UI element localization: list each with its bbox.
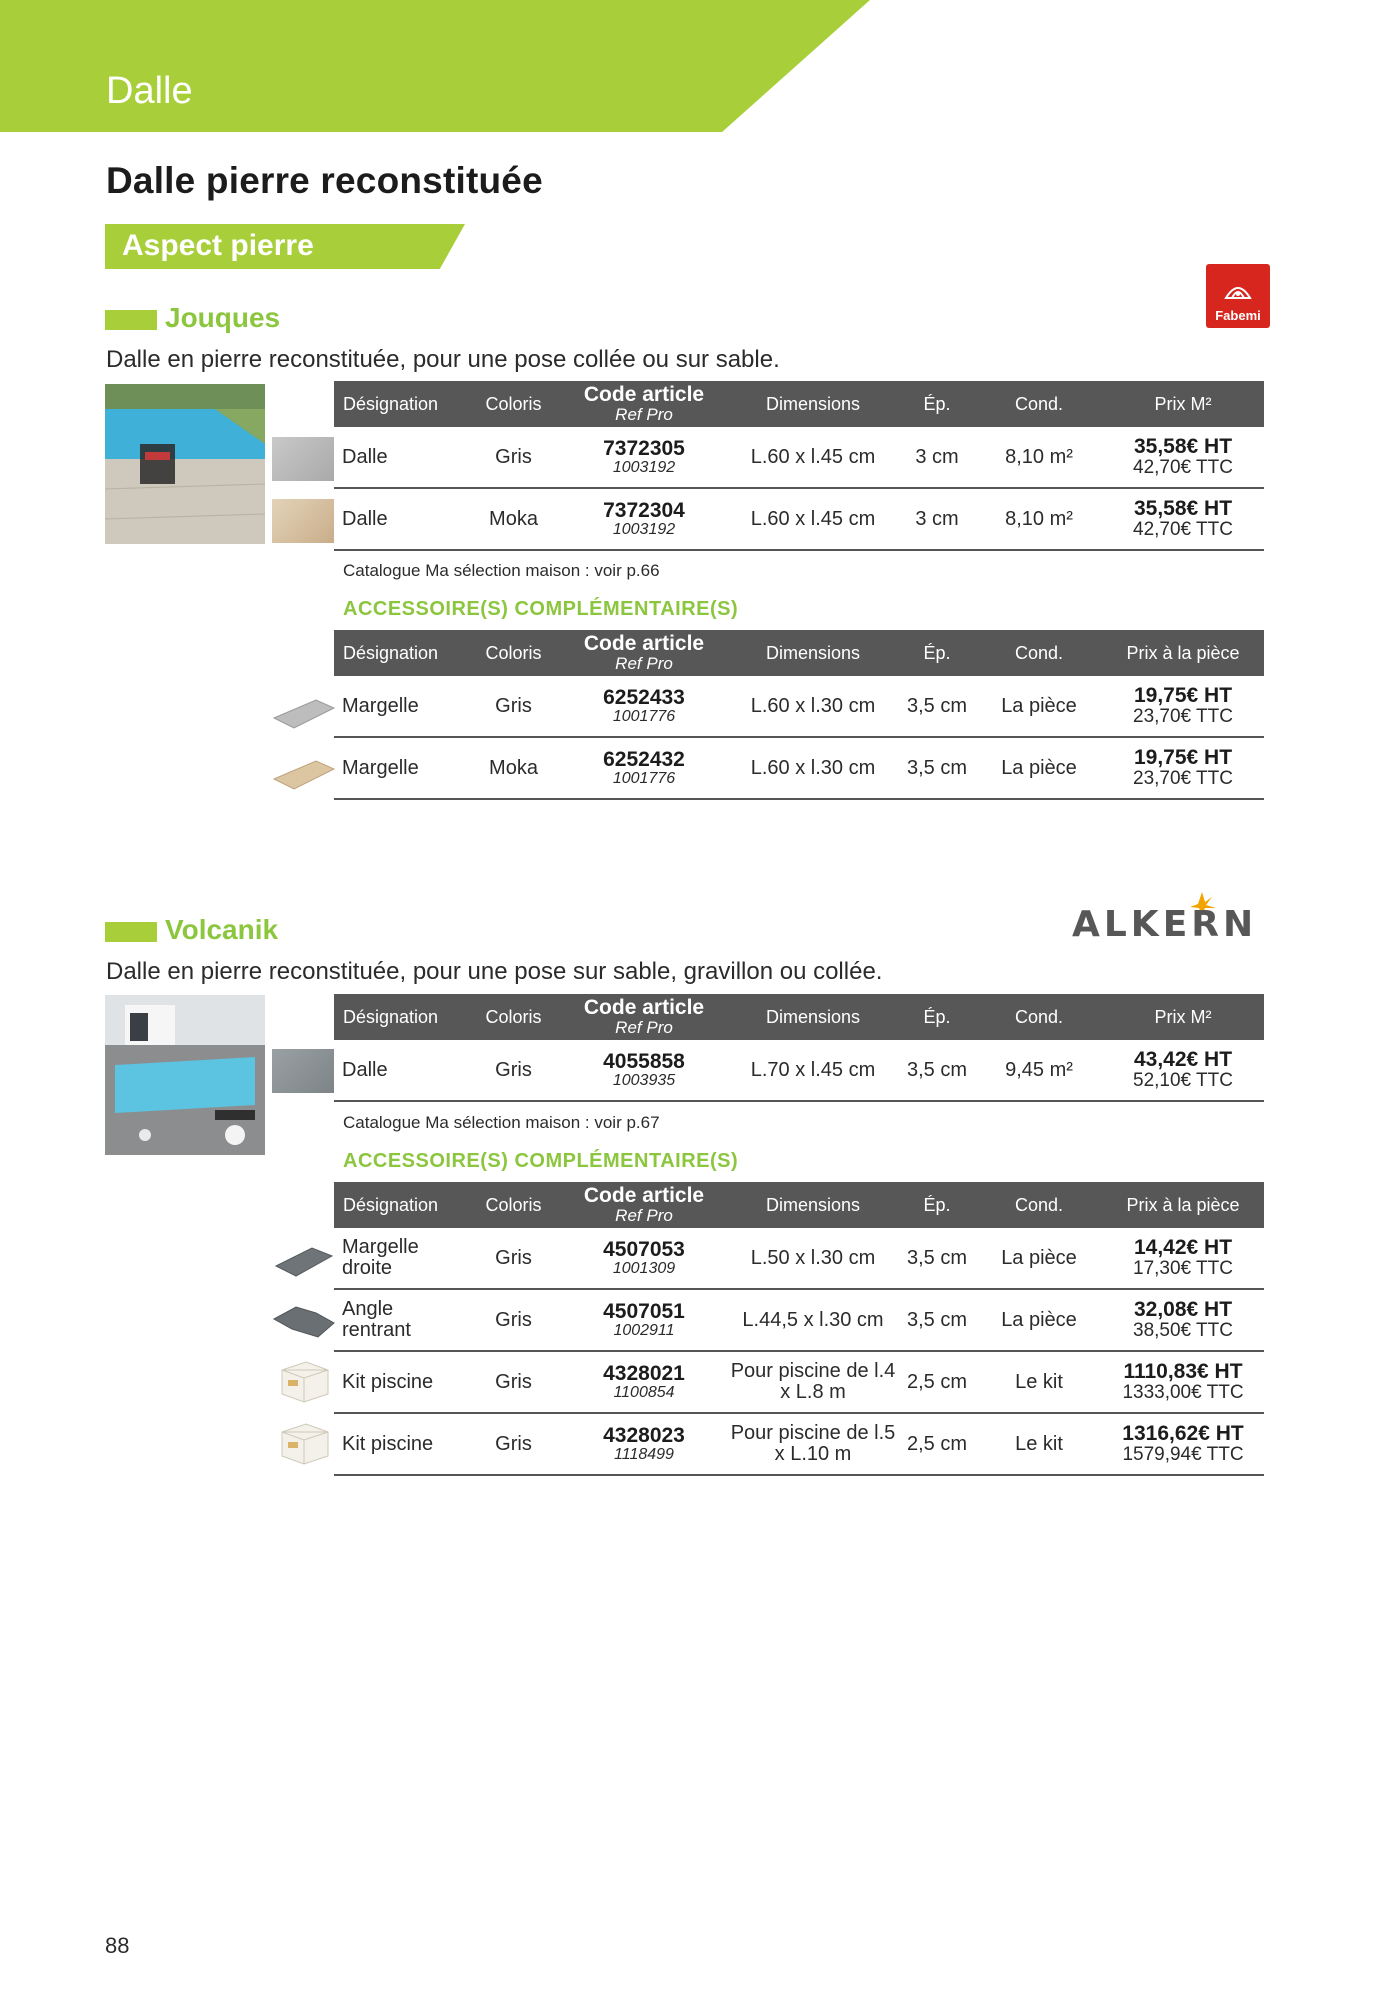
col-ep: Ép. <box>898 1182 976 1228</box>
code-article: 4055858 <box>603 1049 685 1073</box>
code-article: 7372305 <box>603 436 685 460</box>
cell-ep: 2,5 cm <box>898 1413 976 1475</box>
col-cond: Cond. <box>976 381 1102 427</box>
table-row <box>334 737 1264 799</box>
cell-code <box>560 488 728 550</box>
col-prix: Prix à la pièce <box>1102 1182 1264 1228</box>
cell-ep: 3,5 cm <box>898 676 976 737</box>
cell-cond: La pièce <box>976 1228 1102 1289</box>
product-name-volcanik: Volcanik <box>165 914 279 945</box>
cell-cond: 8,10 m² <box>976 427 1102 488</box>
cell-ep: 3,5 cm <box>898 1228 976 1289</box>
page-number: 88 <box>105 1933 130 1958</box>
col-code-label: Code article <box>583 383 705 407</box>
table-header <box>334 630 1264 676</box>
price-ht: 35,58€ HT <box>1133 435 1233 458</box>
cell-coloris: Moka <box>467 488 560 550</box>
ref-pro: 1003192 <box>612 520 676 538</box>
ref-pro: 1003935 <box>612 1071 676 1089</box>
product-marker <box>105 310 157 330</box>
col-dimensions: Dimensions <box>728 630 898 676</box>
table-row <box>334 427 1264 488</box>
cell-cond: Le kit <box>976 1413 1102 1475</box>
table-row <box>334 1351 1264 1413</box>
swatch-gris <box>272 1049 334 1093</box>
fabemi-logo-text: Fabemi <box>1215 308 1261 323</box>
col-ep: Ép. <box>898 381 976 427</box>
price-ht: 43,42€ HT <box>1133 1048 1233 1071</box>
cell-ep: 3 cm <box>898 427 976 488</box>
cell-cond: 9,45 m² <box>976 1040 1102 1101</box>
cell-prix <box>1102 1413 1264 1475</box>
code-article: 4507051 <box>603 1299 685 1323</box>
col-ref-label: Ref Pro <box>615 1206 673 1226</box>
ref-pro: 1003192 <box>612 458 676 476</box>
col-ref-label: Ref Pro <box>615 405 673 425</box>
cell-code <box>560 1351 728 1413</box>
col-prix: Prix à la pièce <box>1102 630 1264 676</box>
col-ref-label: Ref Pro <box>615 654 673 674</box>
cell-ep: 2,5 cm <box>898 1351 976 1413</box>
ref-pro: 1002911 <box>613 1321 675 1339</box>
cell-dimensions: L.60 x l.30 cm <box>728 737 898 799</box>
page-title: Dalle pierre reconstituée <box>106 160 543 201</box>
product-name-jouques: Jouques <box>165 302 281 333</box>
price-ttc: 23,70€ TTC <box>1133 706 1233 728</box>
price-ht: 32,08€ HT <box>1133 1298 1233 1321</box>
accessories-title-jouques: ACCESSOIRE(S) COMPLÉMENTAIRE(S) <box>343 598 739 620</box>
product-description-jouques: Dalle en pierre reconstituée, pour une pose collée ou sur sable. <box>106 346 780 373</box>
cell-coloris: Gris <box>467 676 560 737</box>
col-designation: Désignation <box>334 630 467 676</box>
table-row <box>334 676 1264 737</box>
code-article: 4328021 <box>603 1361 685 1385</box>
cell-ep: 3 cm <box>898 488 976 550</box>
table-header <box>334 1182 1264 1228</box>
table-row <box>334 1289 1264 1351</box>
col-code-label: Code article <box>583 632 705 656</box>
cell-code <box>560 427 728 488</box>
swatch-margelle-gris <box>272 692 336 732</box>
code-article: 4328023 <box>603 1423 685 1447</box>
table-row <box>334 1228 1264 1289</box>
ref-pro: 1001309 <box>612 1259 676 1277</box>
section-title: Dalle <box>106 70 193 112</box>
price-ttc: 38,50€ TTC <box>1133 1320 1233 1342</box>
cell-coloris: Moka <box>467 737 560 799</box>
cell-code <box>560 1289 728 1351</box>
alkern-logo-text: ALKERN <box>1072 904 1258 945</box>
code-article: 6252432 <box>603 747 685 771</box>
kit-box-icon <box>276 1418 332 1466</box>
col-designation: Désignation <box>334 994 467 1040</box>
col-code <box>560 630 728 676</box>
cell-coloris: Gris <box>467 427 560 488</box>
price-ttc: 42,70€ TTC <box>1133 457 1233 479</box>
col-dimensions: Dimensions <box>728 1182 898 1228</box>
price-ttc: 23,70€ TTC <box>1133 768 1233 790</box>
cell-designation: Kit piscine <box>334 1351 467 1413</box>
cell-prix <box>1102 1040 1264 1101</box>
cell-prix <box>1102 737 1264 799</box>
swatch-moka <box>272 499 334 543</box>
cell-designation: Dalle <box>334 1040 467 1101</box>
product-table-volcanik <box>334 994 1264 1102</box>
cell-cond: Le kit <box>976 1351 1102 1413</box>
cell-prix <box>1102 427 1264 488</box>
price-ht: 14,42€ HT <box>1133 1236 1233 1259</box>
cell-prix <box>1102 1289 1264 1351</box>
cell-dimensions: L.60 x l.30 cm <box>728 676 898 737</box>
cell-code <box>560 1228 728 1289</box>
ref-pro: 1001776 <box>612 707 676 725</box>
price-ttc: 42,70€ TTC <box>1133 519 1233 541</box>
col-cond: Cond. <box>976 1182 1102 1228</box>
code-article: 7372304 <box>603 498 685 522</box>
table-row <box>334 1413 1264 1475</box>
col-coloris: Coloris <box>467 1182 560 1228</box>
table-row <box>334 488 1264 550</box>
col-dimensions: Dimensions <box>728 381 898 427</box>
cell-coloris: Gris <box>467 1289 560 1351</box>
col-ref-label: Ref Pro <box>615 1018 673 1038</box>
col-ep: Ép. <box>898 994 976 1040</box>
accessories-table-volcanik <box>334 1182 1264 1476</box>
col-code-label: Code article <box>583 1184 705 1208</box>
price-ht: 19,75€ HT <box>1133 684 1233 707</box>
table-header <box>334 994 1264 1040</box>
col-code <box>560 994 728 1040</box>
price-ht: 35,58€ HT <box>1133 497 1233 520</box>
catalogue-reference-volcanik[interactable]: Catalogue Ma sélection maison : voir p.67 <box>343 1113 660 1132</box>
ref-pro: 1118499 <box>614 1445 674 1463</box>
cell-designation: Kit piscine <box>334 1413 467 1475</box>
accessories-title-volcanik: ACCESSOIRE(S) COMPLÉMENTAIRE(S) <box>343 1150 739 1172</box>
cell-coloris: Gris <box>467 1228 560 1289</box>
price-ttc: 52,10€ TTC <box>1133 1070 1233 1092</box>
ref-pro: 1100854 <box>613 1383 675 1401</box>
cell-cond: La pièce <box>976 1289 1102 1351</box>
catalogue-reference-jouques[interactable]: Catalogue Ma sélection maison : voir p.66 <box>343 561 660 580</box>
table-row <box>334 1040 1264 1101</box>
swatch-margelle-moka <box>272 753 336 793</box>
cell-ep: 3,5 cm <box>898 1040 976 1101</box>
cell-dimensions: L.70 x l.45 cm <box>728 1040 898 1101</box>
cell-coloris: Gris <box>467 1040 560 1101</box>
cell-prix <box>1102 676 1264 737</box>
cell-coloris: Gris <box>467 1351 560 1413</box>
price-ht: 1110,83€ HT <box>1123 1360 1243 1383</box>
cell-cond: 8,10 m² <box>976 488 1102 550</box>
cell-code <box>560 1413 728 1475</box>
product-description-volcanik: Dalle en pierre reconstituée, pour une pose sur sable, gravillon ou collée. <box>106 958 883 985</box>
price-ht: 19,75€ HT <box>1133 746 1233 769</box>
cell-designation: Angle rentrant <box>334 1289 467 1351</box>
cell-ep: 3,5 cm <box>898 737 976 799</box>
col-coloris: Coloris <box>467 381 560 427</box>
cell-code <box>560 737 728 799</box>
cell-dimensions: L.60 x l.45 cm <box>728 488 898 550</box>
cell-designation: Dalle <box>334 427 467 488</box>
cell-prix <box>1102 1228 1264 1289</box>
cell-designation: Margelle <box>334 737 467 799</box>
col-prix: Prix M² <box>1102 381 1264 427</box>
col-ep: Ép. <box>898 630 976 676</box>
cell-dimensions: L.44,5 x l.30 cm <box>728 1289 898 1351</box>
kit-box-icon <box>276 1356 332 1404</box>
cell-dimensions: Pour piscine de l.4 x L.8 m <box>728 1351 898 1413</box>
col-dimensions: Dimensions <box>728 994 898 1040</box>
col-code <box>560 1182 728 1228</box>
product-photo-volcanik <box>105 995 265 1155</box>
col-coloris: Coloris <box>467 630 560 676</box>
col-code <box>560 381 728 427</box>
price-ttc: 17,30€ TTC <box>1133 1258 1233 1280</box>
table-header <box>334 381 1264 427</box>
cell-code <box>560 1040 728 1101</box>
col-cond: Cond. <box>976 994 1102 1040</box>
price-ttc: 1333,00€ TTC <box>1122 1382 1244 1404</box>
cell-designation: Margelle <box>334 676 467 737</box>
code-article: 6252433 <box>603 685 685 709</box>
cell-coloris: Gris <box>467 1413 560 1475</box>
col-designation: Désignation <box>334 1182 467 1228</box>
price-ht: 1316,62€ HT <box>1122 1422 1244 1445</box>
swatch-angle-rentrant <box>272 1299 336 1343</box>
fabemi-logo <box>1206 264 1270 328</box>
cell-cond: La pièce <box>976 676 1102 737</box>
cell-ep: 3,5 cm <box>898 1289 976 1351</box>
price-ttc: 1579,94€ TTC <box>1122 1444 1244 1466</box>
product-photo-jouques <box>105 384 265 544</box>
alkern-logo <box>1072 888 1272 945</box>
code-article: 4507053 <box>603 1237 685 1261</box>
cell-designation: Dalle <box>334 488 467 550</box>
cell-cond: La pièce <box>976 737 1102 799</box>
col-code-label: Code article <box>583 996 705 1020</box>
product-marker <box>105 922 157 942</box>
swatch-gris <box>272 437 334 481</box>
ref-pro: 1001776 <box>612 769 676 787</box>
col-designation: Désignation <box>334 381 467 427</box>
cell-dimensions: Pour piscine de l.5 x L.10 m <box>728 1413 898 1475</box>
swatch-margelle-droite <box>272 1238 336 1282</box>
cell-dimensions: L.60 x l.45 cm <box>728 427 898 488</box>
subsection-title: Aspect pierre <box>122 229 314 262</box>
accessories-table-jouques <box>334 630 1264 800</box>
col-cond: Cond. <box>976 630 1102 676</box>
cell-code <box>560 676 728 737</box>
col-coloris: Coloris <box>467 994 560 1040</box>
cell-prix <box>1102 1351 1264 1413</box>
cell-designation: Margelle droite <box>334 1228 467 1289</box>
col-prix: Prix M² <box>1102 994 1264 1040</box>
cell-dimensions: L.50 x l.30 cm <box>728 1228 898 1289</box>
cell-prix <box>1102 488 1264 550</box>
product-table-jouques <box>334 381 1264 551</box>
